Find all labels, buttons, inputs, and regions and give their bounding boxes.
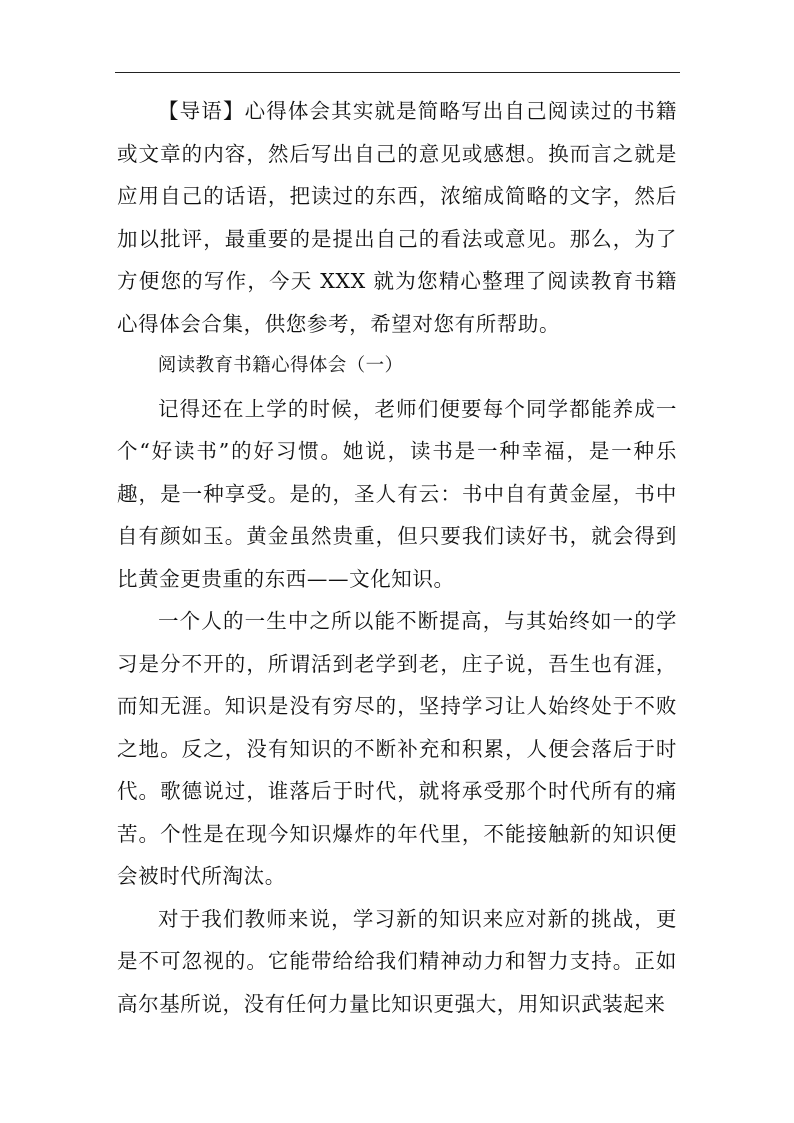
body-paragraph-1: 记得还在上学的时候，老师们便要每个同学都能养成一个“好读书”的好习惯。她说，读书是一种幸福，是一种乐趣，是一种享受。是的，圣人有云：书中自有黄金屋，书中自有颜如玉。黄金虽然贵重，但只要我们读好书，就会得到比黄金更贵重的东西——文化知识。 bbox=[117, 396, 677, 591]
header-rule bbox=[115, 72, 680, 73]
document-body bbox=[117, 90, 677, 1025]
body-paragraph-2: 一个人的一生中之所以能不断提高，与其始终如一的学习是分不开的，所谓活到老学到老，庄子说，吾生也有涯，而知无涯。知识是没有穷尽的，坚持学习让人始终处于不败之地。反之，没有知识的不断补充和积累，人便会落后于时代。歌德说过，谁落后于时代，就将承受那个时代所有的痛苦。个性是在现今知识爆炸的年代里，不能接触新的知识便会被时代所淘汰。 bbox=[117, 609, 677, 888]
body-paragraph-3: 对于我们教师来说，学习新的知识来应对新的挑战，更是不可忽视的。它能带给给我们精神动力和智力支持。正如高尔基所说，没有任何力量比知识更强大，用知识武装起来 bbox=[117, 906, 677, 1016]
intro-paragraph: 【导语】心得体会其实就是简略写出自己阅读过的书籍或文章的内容，然后写出自己的意见或感想。换而言之就是应用自己的话语，把读过的东西，浓缩成简略的文字，然后加以批评，最重要的是提出自己的看法或意见。那么，为了方便您的写作，今天 XXX 就为您精心整理了阅读教育书籍心得体会合集，供您参考，希望对您有所帮助。 bbox=[117, 99, 677, 336]
section-title: 阅读教育书籍心得体会（一） bbox=[157, 355, 404, 376]
